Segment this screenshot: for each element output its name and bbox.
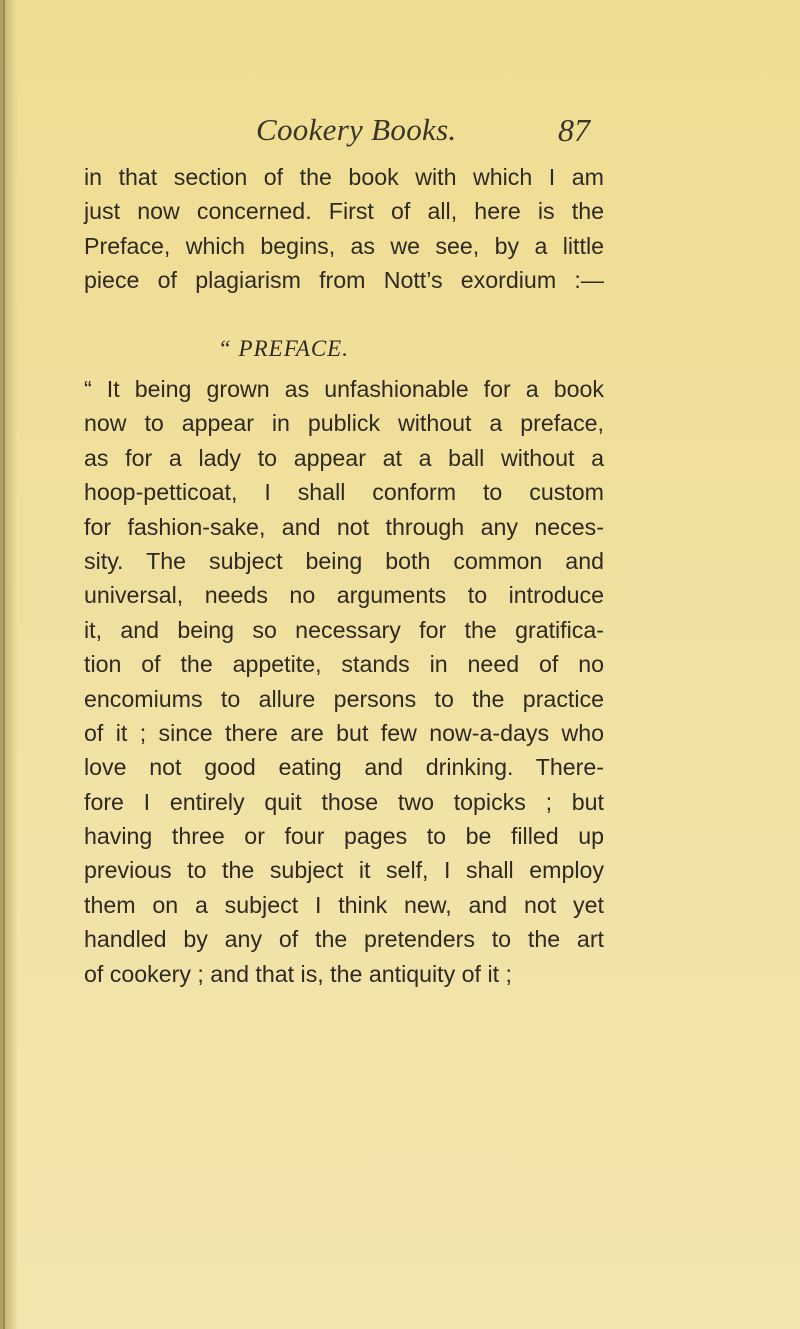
text-line: handled by any of the pretenders to the art (84, 926, 604, 953)
text-line: having three or four pages to be filled up (84, 823, 604, 850)
page-number: 87 (558, 112, 590, 148)
text-line: piece of plagiarism from Nott’s exordium :— (84, 267, 604, 294)
section-heading: “ PREFACE. (218, 336, 349, 361)
text-line: for fashion-sake, and not through any neces- (84, 513, 604, 540)
running-head (0, 112, 800, 156)
text-line: in that section of the book with which I am (84, 164, 604, 190)
text-line: of it ; since there are but few now-a-days who (84, 719, 604, 746)
text-line: as for a lady to appear at a ball without a (84, 444, 604, 471)
text-line: of cookery ; and that is, the antiquity of it ; (84, 960, 512, 987)
running-title: Cookery Books. (256, 112, 457, 147)
text-line: hoop-petticoat, I shall conform to custom (84, 479, 604, 506)
text-line: them on a subject I think new, and not yet (84, 891, 604, 918)
text-line: previous to the subject it self, I shall employ (84, 857, 604, 884)
text-line: fore I entirely quit those two topicks ; but (84, 788, 604, 815)
text-line: “ It being grown as unfashionable for a book (84, 376, 604, 402)
text-line: it, and being so necessary for the gratifica- (84, 616, 604, 643)
text-line: tion of the appetite, stands in need of no (84, 651, 604, 678)
preface-quote-paragraph (84, 372, 604, 991)
text-line: Preface, which begins, as we see, by a little (84, 232, 604, 259)
intro-paragraph (84, 160, 604, 298)
text-line: universal, needs no arguments to introduce (84, 582, 604, 609)
page-binding-edge (0, 0, 18, 1329)
text-line: just now concerned. First of all, here is the (84, 198, 604, 225)
text-line: sity. The subject being both common and (84, 547, 604, 574)
text-line: now to appear in publick without a preface, (84, 410, 604, 437)
text-line: encomiums to allure persons to the practice (84, 685, 604, 712)
text-line: love not good eating and drinking. There- (84, 754, 604, 781)
